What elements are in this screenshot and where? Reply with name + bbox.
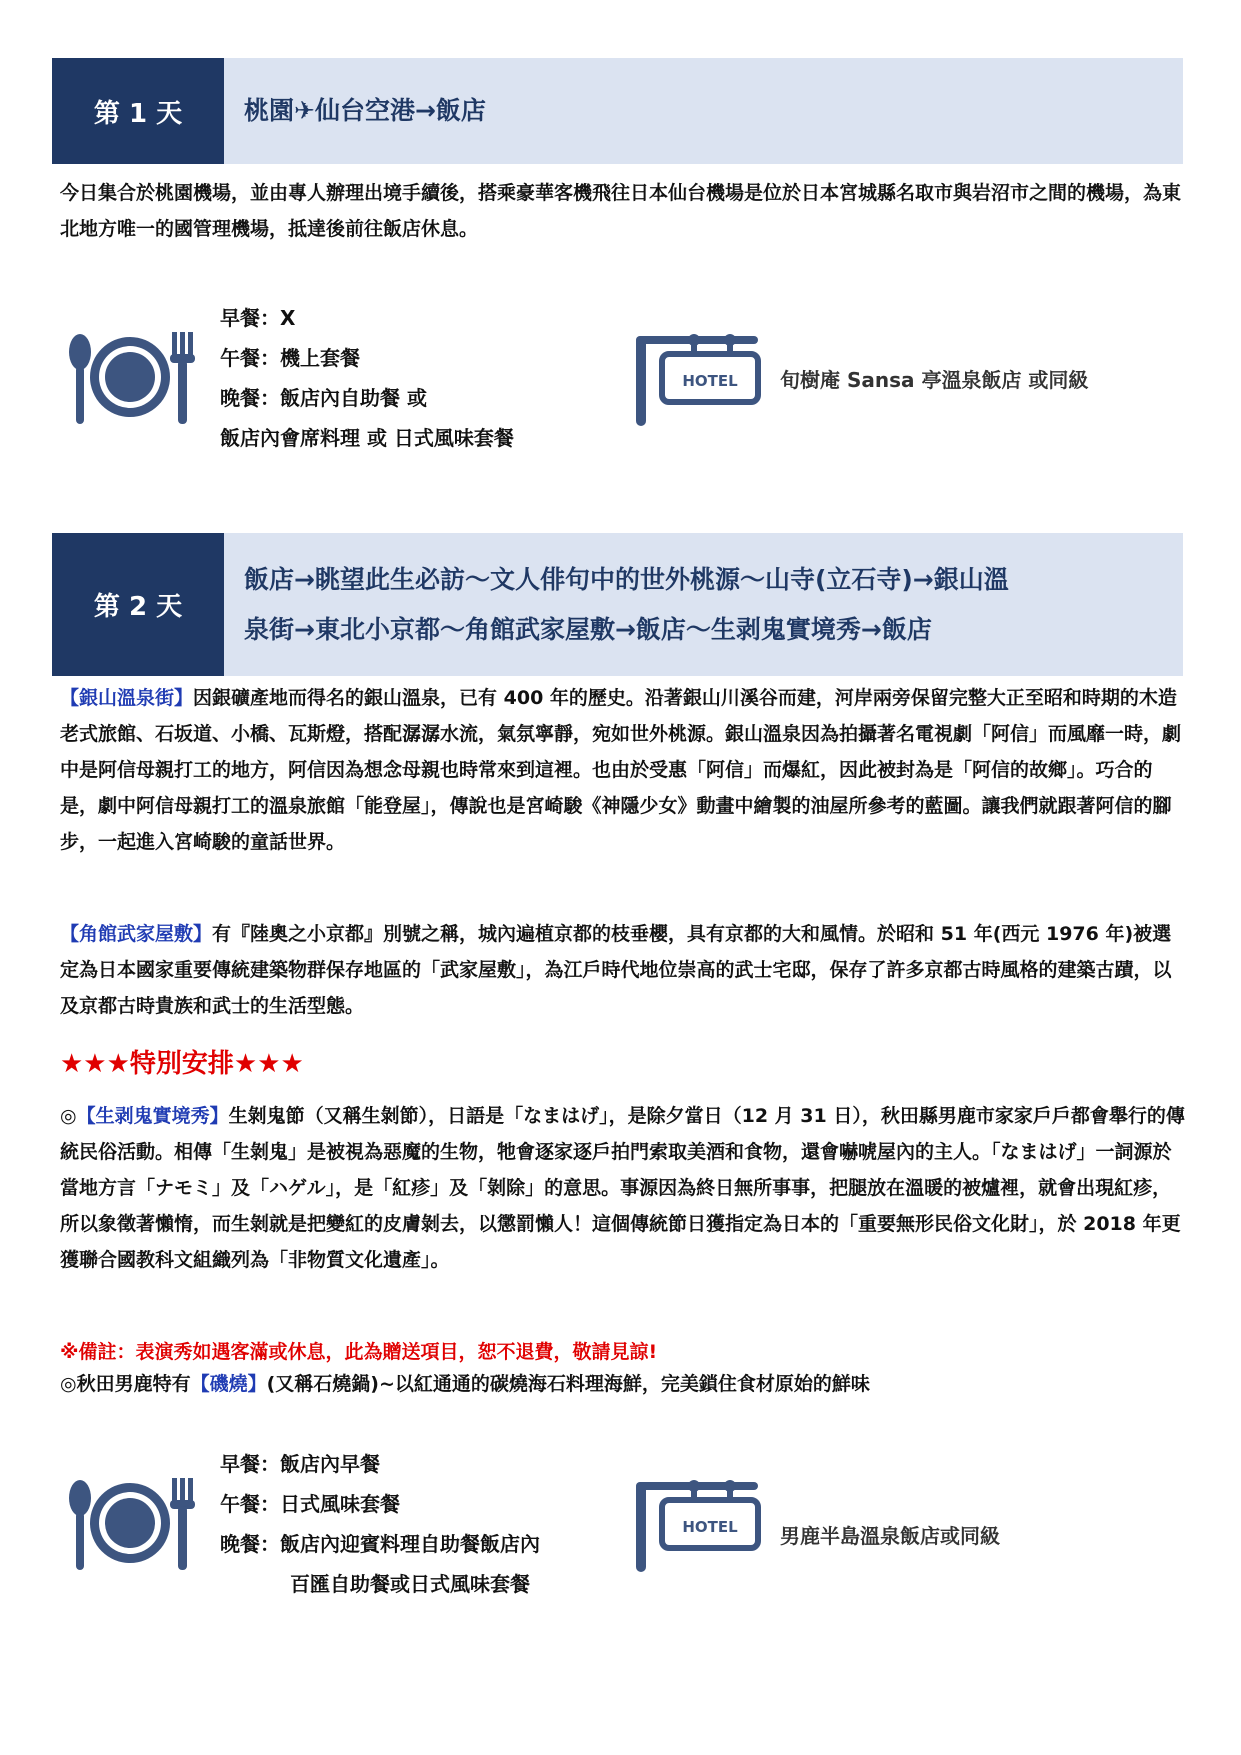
hotel-icon (636, 1476, 766, 1572)
day2-label: 第 2 天 (52, 533, 224, 676)
meal-dinner (220, 1524, 540, 1564)
namahage-section (60, 1098, 1185, 1278)
isoyaki-text: (又稱石燒鍋)~以紅通通的碳燒海石料理海鮮，完美鎖住食材原始的鮮味 (266, 1373, 870, 1395)
day2-title-line: 飯店→眺望此生必訪～文人俳句中的世外桃源～山寺(立石寺)→銀山溫 (244, 564, 1009, 594)
day2-title-line: 泉街→東北小京都～角館武家屋敷→飯店～生剥鬼實境秀→飯店 (244, 614, 932, 644)
meal-icon (66, 330, 196, 424)
meal-value: 飯店內自助餐 或 (280, 386, 427, 410)
meal-value: X (280, 306, 296, 330)
day2-hotel-name: 男鹿半島溫泉飯店或同級 (780, 1524, 1000, 1548)
day1-meal-list (220, 298, 514, 458)
namahage-text: 生剝鬼節（又稱生剝節），日語是「なまはげ」，是除夕當日（12 月 31 日），秋田縣男鹿市家家戶戶都會舉行的傳統民俗活動。相傳「生剝鬼」是被視為惡魔的生物，牠會逐家逐戶拍門索取美酒和食物，還會嚇唬屋內的主人。「なまはげ」一詞源於當地方言「ナモミ」及「ハゲル」，是「紅疹」及「剝除」的意思。事源因為終日無所事事，把腿放在溫暖的被爐裡，就會出現紅疹，所以象徵著懶惰，而生剝就是把變紅的皮膚剝去，以懲罰懶人！這個傳統節日獲指定為日本的「重要無形民俗文化財」，於 2018 年更獲聯合國教科文組織列為「非物質文化遺產」。 (60, 1105, 1185, 1271)
special-arrangement-title: ★★★特別安排★★★ (60, 1049, 304, 1079)
meal-breakfast (220, 1444, 540, 1484)
meal-value: 飯店內會席料理 或 日式風味套餐 (220, 426, 514, 450)
ginzan-tag: 【銀山溫泉街】 (60, 687, 194, 709)
ginzan-text: 因銀礦產地而得名的銀山溫泉，已有 400 年的歷史。沿著銀山川溪谷而建，河岸兩旁保留完整大正至昭和時期的木造老式旅館、石坂道、小橋、瓦斯燈，搭配潺潺水流，氣氛寧靜，宛如世外桃源。銀山溫泉因為拍攝著名電視劇「阿信」而風靡一時，劇中是阿信母親打工的地方，阿信因為想念母親也時常來到這裡。也由於受惠「阿信」而爆紅，因此被封為是「阿信的故鄉」。巧合的是，劇中阿信母親打工的溫泉旅館「能登屋」，傳說也是宮崎駿《神隱少女》動畫中繪製的油屋所參考的藍圖。讓我們就跟著阿信的腳步，一起進入宮崎駿的童話世界。 (60, 687, 1182, 853)
meal-label: 晚餐： (220, 386, 280, 410)
meal-label: 晚餐： (220, 1532, 280, 1556)
day1-title (224, 58, 1183, 164)
day2-header (52, 533, 1183, 676)
kakunodate-text: 有『陸奧之小京都』別號之稱，城內遍植京都的枝垂櫻，具有京都的大和風情。於昭和 51 年(西元 1976 年)被選定為日本國家重要傳統建築物群保存地區的「武家屋敷」，為江戶時代地位崇高的武士宅邸，保存了許多京都古時風格的建築古蹟，以及京都古時貴族和武士的生活型態。 (60, 923, 1172, 1017)
meal-lunch (220, 1484, 540, 1524)
meal-dinner (220, 378, 514, 418)
remark-note: ※備註：表演秀如遇客滿或休息，此為贈送項目，恕不退費，敬請見諒! (60, 1341, 658, 1363)
day2-meal-list (220, 1444, 540, 1604)
day1-title-line: 桃園✈仙台空港→飯店 (244, 96, 486, 125)
day2-title (224, 533, 1183, 676)
isoyaki-tag: 【磯燒】 (190, 1373, 267, 1395)
meal-value: 日式風味套餐 (280, 1492, 400, 1516)
meal-label: 早餐： (220, 1452, 280, 1476)
day1-label: 第 1 天 (52, 58, 224, 164)
meal-value: 飯店內迎賓料理自助餐飯店內 (280, 1532, 540, 1556)
meal-label: 早餐： (220, 306, 280, 330)
bullet: ◎ (60, 1105, 77, 1127)
meal-lunch (220, 338, 514, 378)
meal-value: 機上套餐 (280, 346, 360, 370)
meal-dinner-alt (220, 1564, 540, 1604)
day1-hotel-name: 旬樹庵 Sansa 亭溫泉飯店 或同級 (780, 368, 1089, 392)
meal-value: 百匯自助餐或日式風味套餐 (290, 1572, 530, 1596)
meal-label: 午餐： (220, 346, 280, 370)
meal-icon (66, 1476, 196, 1570)
day1-header (52, 58, 1183, 164)
meal-label: 午餐： (220, 1492, 280, 1516)
meal-breakfast (220, 298, 514, 338)
hotel-sign-text: HOTEL (682, 372, 738, 390)
namahage-tag: 【生剥鬼實境秀】 (76, 1105, 229, 1127)
isoyaki-section (60, 1366, 1185, 1402)
meal-dinner-alt (220, 418, 514, 458)
hotel-sign-text: HOTEL (682, 1518, 738, 1536)
day1-description: 今日集合於桃園機場，並由專人辦理出境手續後，搭乘豪華客機飛往日本仙台機場是位於日本宮城縣名取市與岩沼市之間的機場，為東北地方唯一的國管理機場，抵達後前往飯店休息。 (60, 182, 1182, 240)
meal-value: 飯店內早餐 (280, 1452, 380, 1476)
ginzan-section (60, 680, 1185, 860)
isoyaki-prefix: 秋田男鹿特有 (76, 1373, 191, 1395)
bullet: ◎ (60, 1373, 77, 1395)
hotel-icon (636, 330, 766, 426)
kakunodate-section (60, 916, 1185, 1024)
kakunodate-tag: 【角館武家屋敷】 (60, 923, 213, 945)
